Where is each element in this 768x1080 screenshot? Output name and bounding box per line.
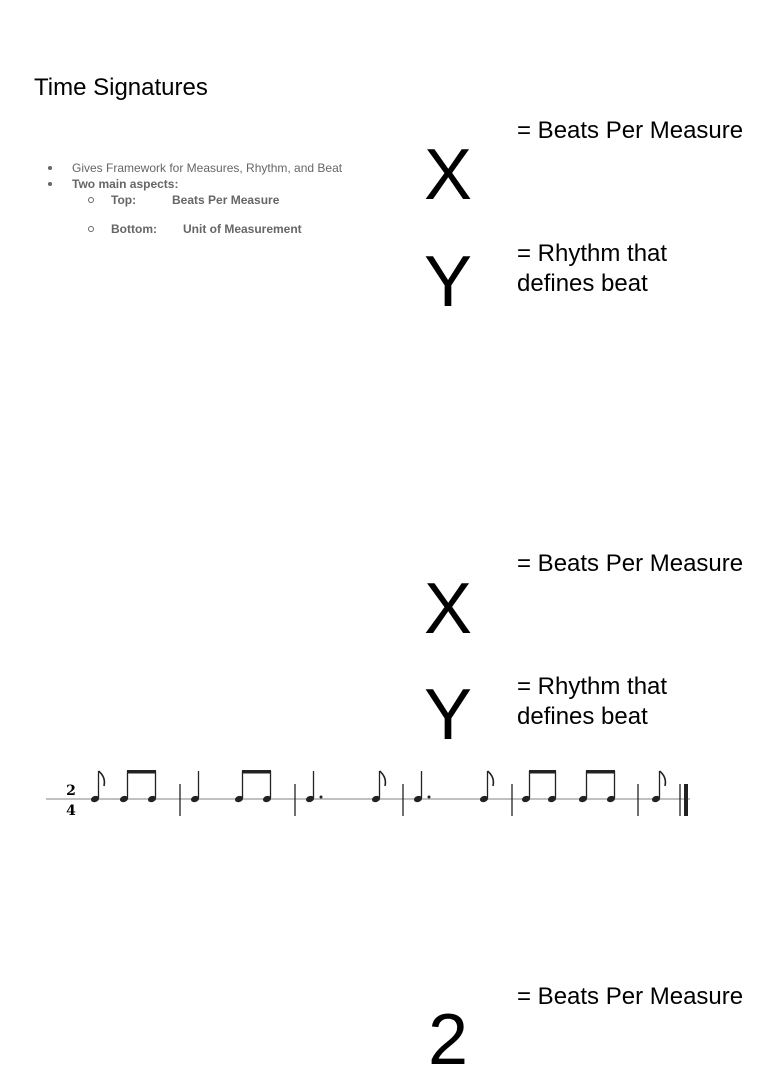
time-signature-bottom: 4 bbox=[66, 803, 76, 819]
page-title: Time Signatures bbox=[34, 74, 208, 101]
bullet-item bbox=[46, 160, 342, 176]
bullet-dot-icon bbox=[48, 166, 52, 170]
top-number-description: = Beats Per Measure bbox=[517, 983, 744, 1010]
rhythm-staff bbox=[44, 762, 696, 826]
top-number-description: = Beats Per Measure bbox=[517, 550, 744, 577]
time-signature-top: 2 bbox=[66, 783, 76, 799]
note-beam bbox=[127, 770, 156, 774]
top-number-letter: X bbox=[423, 135, 473, 215]
top-number-letter: 2 bbox=[427, 1000, 469, 1080]
bullet-text: Two main aspects: bbox=[72, 177, 179, 191]
sub-bullet-bottom bbox=[111, 221, 302, 237]
sub-bullet-key: Bottom: bbox=[111, 222, 157, 236]
top-number-description: = Beats Per Measure bbox=[517, 117, 744, 144]
bottom-number-description: = Rhythm that defines beat bbox=[517, 240, 668, 297]
note-flag bbox=[488, 771, 494, 786]
bottom-number-letter: Y bbox=[423, 242, 473, 322]
sub-bullet-value: Unit of Measurement bbox=[183, 222, 302, 236]
note-beam bbox=[586, 770, 615, 774]
final-barline-thick bbox=[684, 784, 688, 816]
bullet-item bbox=[46, 176, 342, 192]
sub-bullet-circle-icon bbox=[88, 226, 94, 232]
note-beam bbox=[529, 770, 556, 774]
sub-bullet-value: Beats Per Measure bbox=[172, 193, 280, 207]
bullet-list bbox=[46, 160, 342, 192]
top-number-letter: X bbox=[423, 569, 473, 649]
bottom-number-description: = Rhythm that defines beat bbox=[517, 673, 668, 730]
note-flag bbox=[660, 771, 666, 786]
note-dot bbox=[320, 796, 323, 799]
bottom-number-letter: Y bbox=[423, 675, 473, 755]
sub-bullet-top bbox=[111, 192, 280, 208]
note-beam bbox=[242, 770, 271, 774]
sub-bullet-circle-icon bbox=[88, 197, 94, 203]
sub-bullet-key: Top: bbox=[111, 193, 137, 207]
note-flag bbox=[380, 771, 386, 786]
note-dot bbox=[428, 796, 431, 799]
note-flag bbox=[99, 771, 105, 786]
bullet-text: Gives Framework for Measures, Rhythm, and Beat bbox=[72, 161, 343, 175]
bullet-dot-icon bbox=[48, 182, 52, 186]
